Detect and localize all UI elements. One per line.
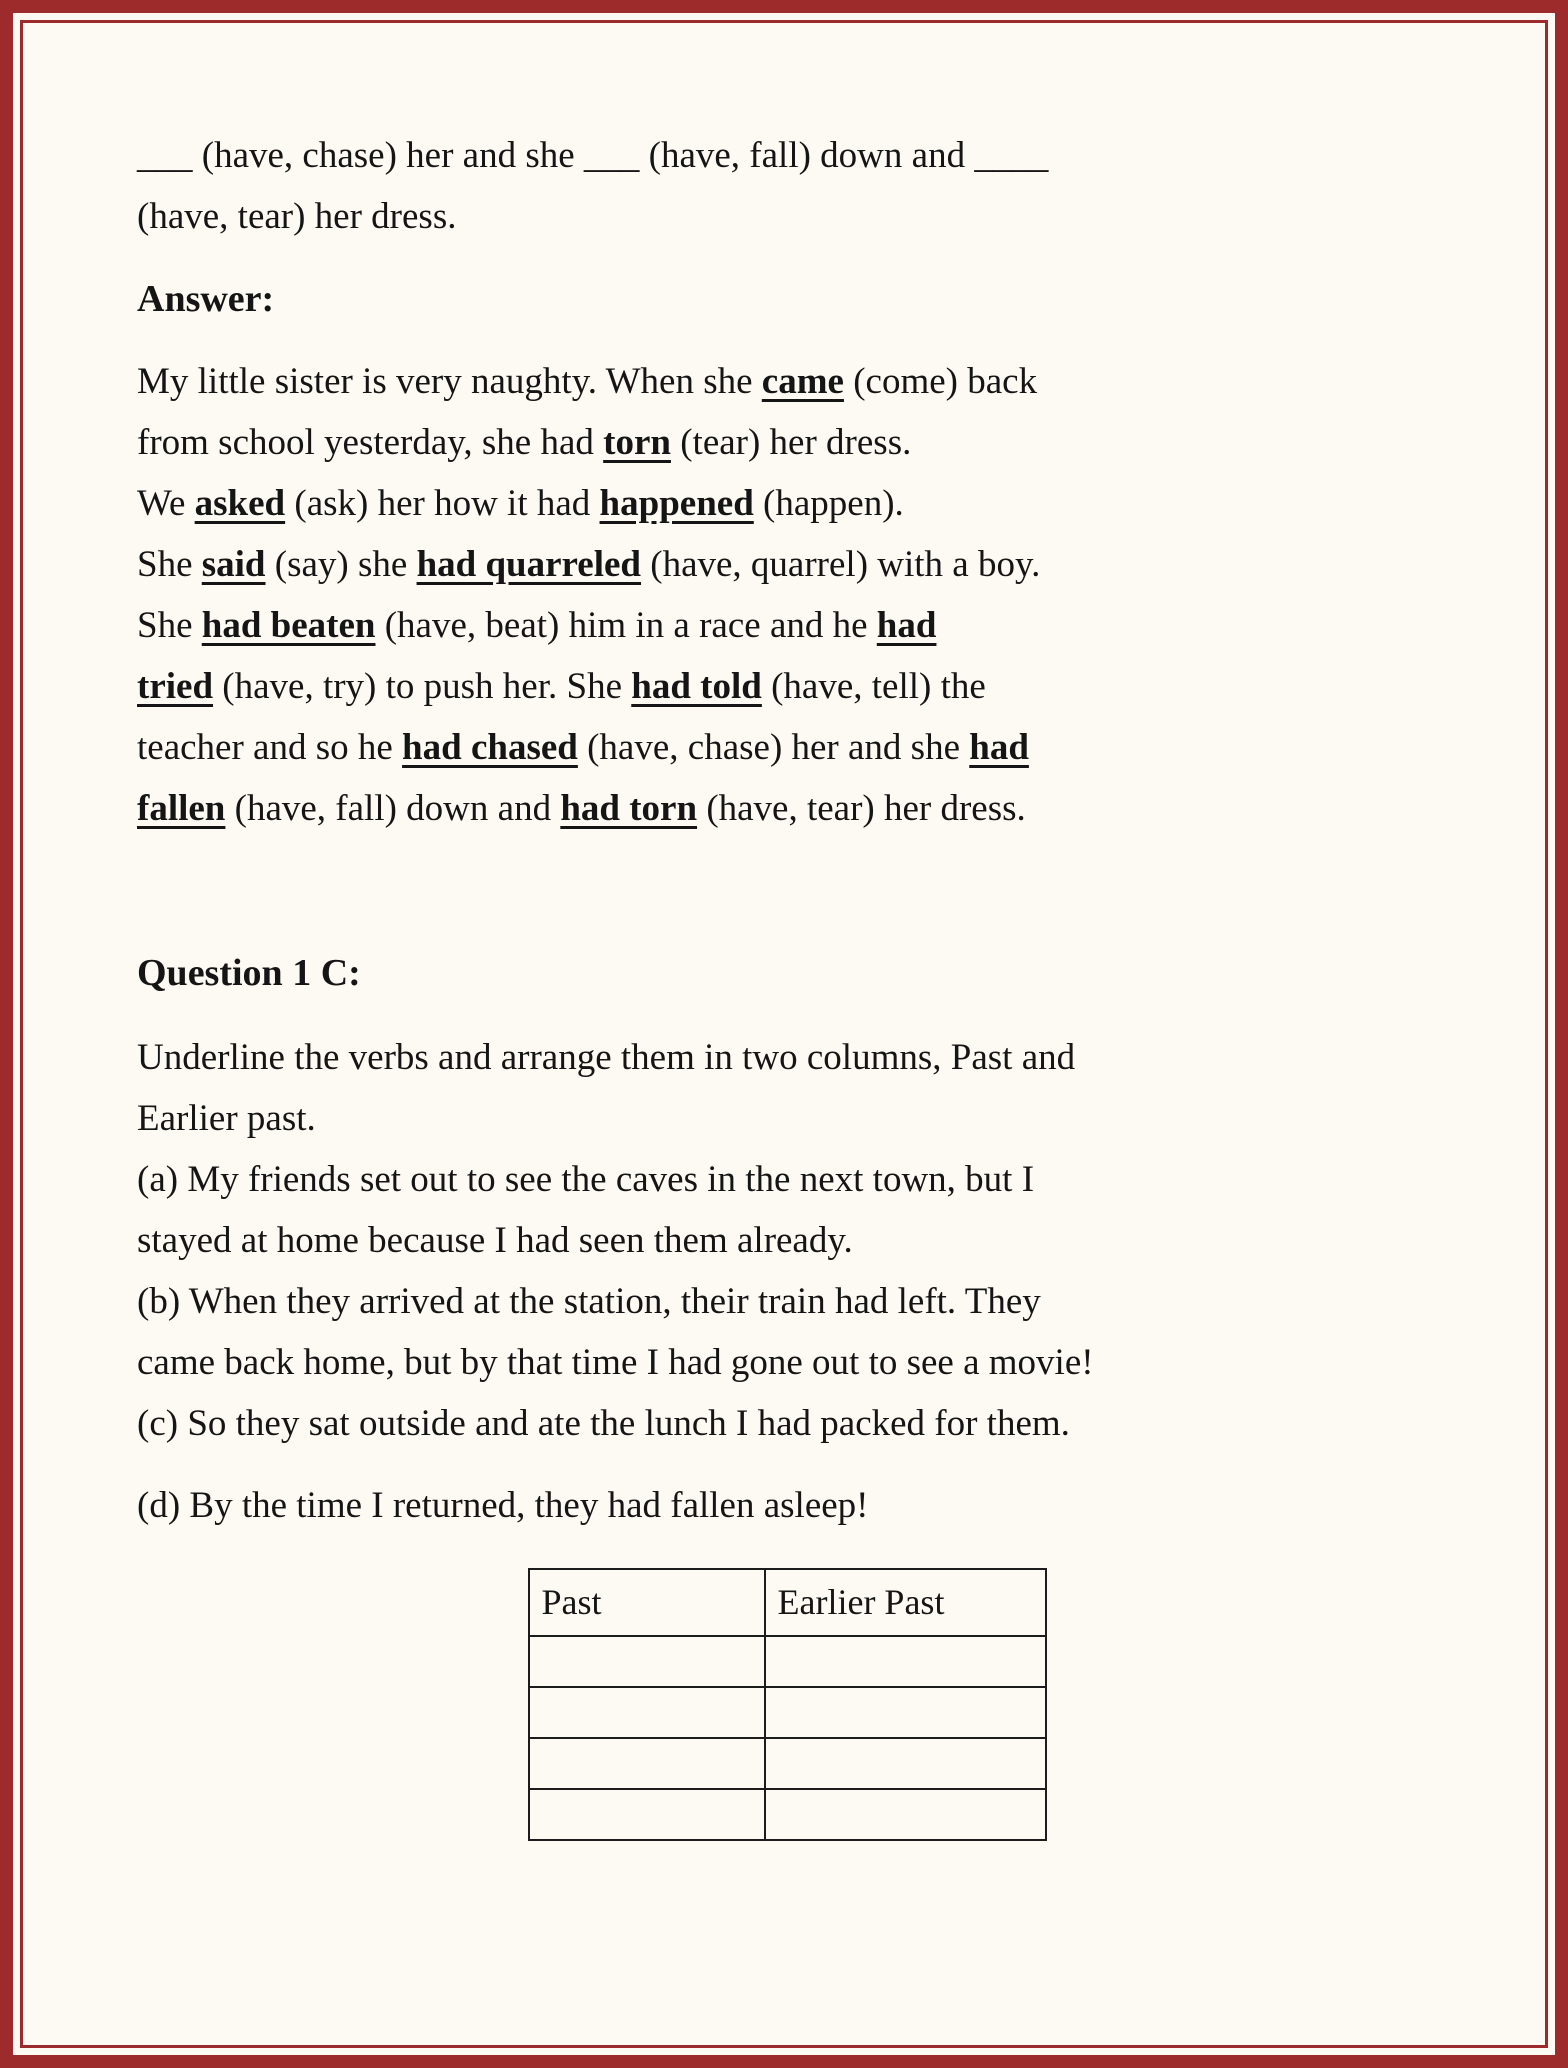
past-earlier-past-table	[528, 1568, 1047, 1841]
text-line	[137, 412, 1437, 473]
text-segment: from school yesterday, she had	[137, 422, 604, 463]
text-segment: (a) My friends set out to see the caves in the next town, but I	[137, 1159, 1035, 1200]
text-line	[137, 473, 1437, 534]
text-line	[137, 1149, 1437, 1210]
text-segment: Underline the verbs and arrange them in two columns, Past and	[137, 1037, 1076, 1078]
verb-bold-underline: fallen	[137, 788, 226, 829]
table-cell	[765, 1687, 1046, 1738]
table-row	[529, 1738, 1046, 1789]
table-header-earlier-past: Earlier Past	[765, 1569, 1046, 1636]
text-segment: (have, tear) her dress.	[137, 196, 457, 237]
verb-bold-underline: had torn	[560, 788, 698, 829]
text-line	[137, 351, 1437, 412]
table-cell	[529, 1636, 765, 1687]
table-cell	[529, 1738, 765, 1789]
verb-bold-underline: had	[876, 605, 937, 646]
verb-bold-underline: had told	[631, 666, 762, 707]
verb-bold-underline: tried	[137, 666, 214, 707]
verb-bold-underline: came	[761, 361, 844, 402]
verb-bold-underline: asked	[194, 483, 286, 524]
text-segment: (come) back	[843, 361, 1038, 402]
table-row	[529, 1789, 1046, 1840]
verb-bold-underline: torn	[603, 422, 671, 463]
table-header-past: Past	[529, 1569, 765, 1636]
text-line	[137, 1088, 1437, 1149]
question-heading: Question 1 C:	[137, 952, 361, 994]
text-segment: Earlier past.	[137, 1098, 316, 1139]
table-header-row	[529, 1569, 1046, 1636]
text-line	[137, 125, 1437, 186]
table-cell	[529, 1687, 765, 1738]
text-segment: (b) When they arrived at the station, their train had left. They	[137, 1281, 1041, 1322]
table-row	[529, 1687, 1046, 1738]
question-line-d: (d) By the time I returned, they had fallen asleep!	[137, 1485, 869, 1526]
text-segment: She	[137, 605, 202, 646]
verb-bold-underline: had beaten	[201, 605, 376, 646]
text-line	[137, 1210, 1437, 1271]
text-line	[137, 656, 1437, 717]
text-line	[137, 1027, 1437, 1088]
text-segment: (tear) her dress.	[670, 422, 912, 463]
table-row	[529, 1636, 1046, 1687]
verb-bold-underline: had	[969, 727, 1029, 768]
text-line	[137, 595, 1437, 656]
table-cell	[765, 1789, 1046, 1840]
text-line	[137, 186, 1437, 247]
text-segment: (say) she	[265, 544, 417, 585]
answer-heading: Answer:	[137, 278, 275, 320]
text-segment: ___ (have, chase) her and she ___ (have, fall) down and ____	[137, 135, 1049, 176]
text-segment: came back home, but by that time I had gone out to see a movie!	[137, 1342, 1094, 1383]
text-segment: (c) So they sat outside and ate the lunch I had packed for them.	[137, 1403, 1070, 1444]
text-segment: (have, beat) him in a race and he	[375, 605, 877, 646]
text-line	[137, 1271, 1437, 1332]
verb-bold-underline: said	[201, 544, 266, 585]
worksheet-page	[13, 13, 1555, 2055]
text-segment: (have, fall) down and	[225, 788, 561, 829]
question-paragraph	[137, 1027, 1437, 1454]
text-segment: My little sister is very naughty. When she	[137, 361, 762, 402]
text-segment: (have, tell) the	[761, 666, 986, 707]
text-segment: (have, tear) her dress.	[697, 788, 1026, 829]
text-segment: (have, try) to push her. She	[213, 666, 632, 707]
text-segment: (ask) her how it had	[285, 483, 600, 524]
text-line	[137, 534, 1437, 595]
verb-bold-underline: happened	[599, 483, 754, 524]
table-cell	[529, 1789, 765, 1840]
text-segment: (have, quarrel) with a boy.	[641, 544, 1041, 585]
verb-bold-underline: had chased	[402, 727, 578, 768]
text-line	[137, 1393, 1437, 1454]
verb-bold-underline: had quarreled	[416, 544, 642, 585]
table-cell	[765, 1636, 1046, 1687]
text-line	[137, 717, 1437, 778]
table-cell	[765, 1738, 1046, 1789]
text-segment: stayed at home because I had seen them already.	[137, 1220, 853, 1261]
text-segment: (happen).	[753, 483, 904, 524]
text-line	[137, 1332, 1437, 1393]
text-segment: teacher and so he	[137, 727, 403, 768]
text-segment: We	[137, 483, 195, 524]
text-segment: (have, chase) her and she	[577, 727, 970, 768]
answer-paragraph	[137, 351, 1437, 839]
intro-paragraph	[137, 125, 1437, 247]
text-segment: She	[137, 544, 202, 585]
page-content	[13, 13, 1555, 2055]
text-line	[137, 778, 1437, 839]
